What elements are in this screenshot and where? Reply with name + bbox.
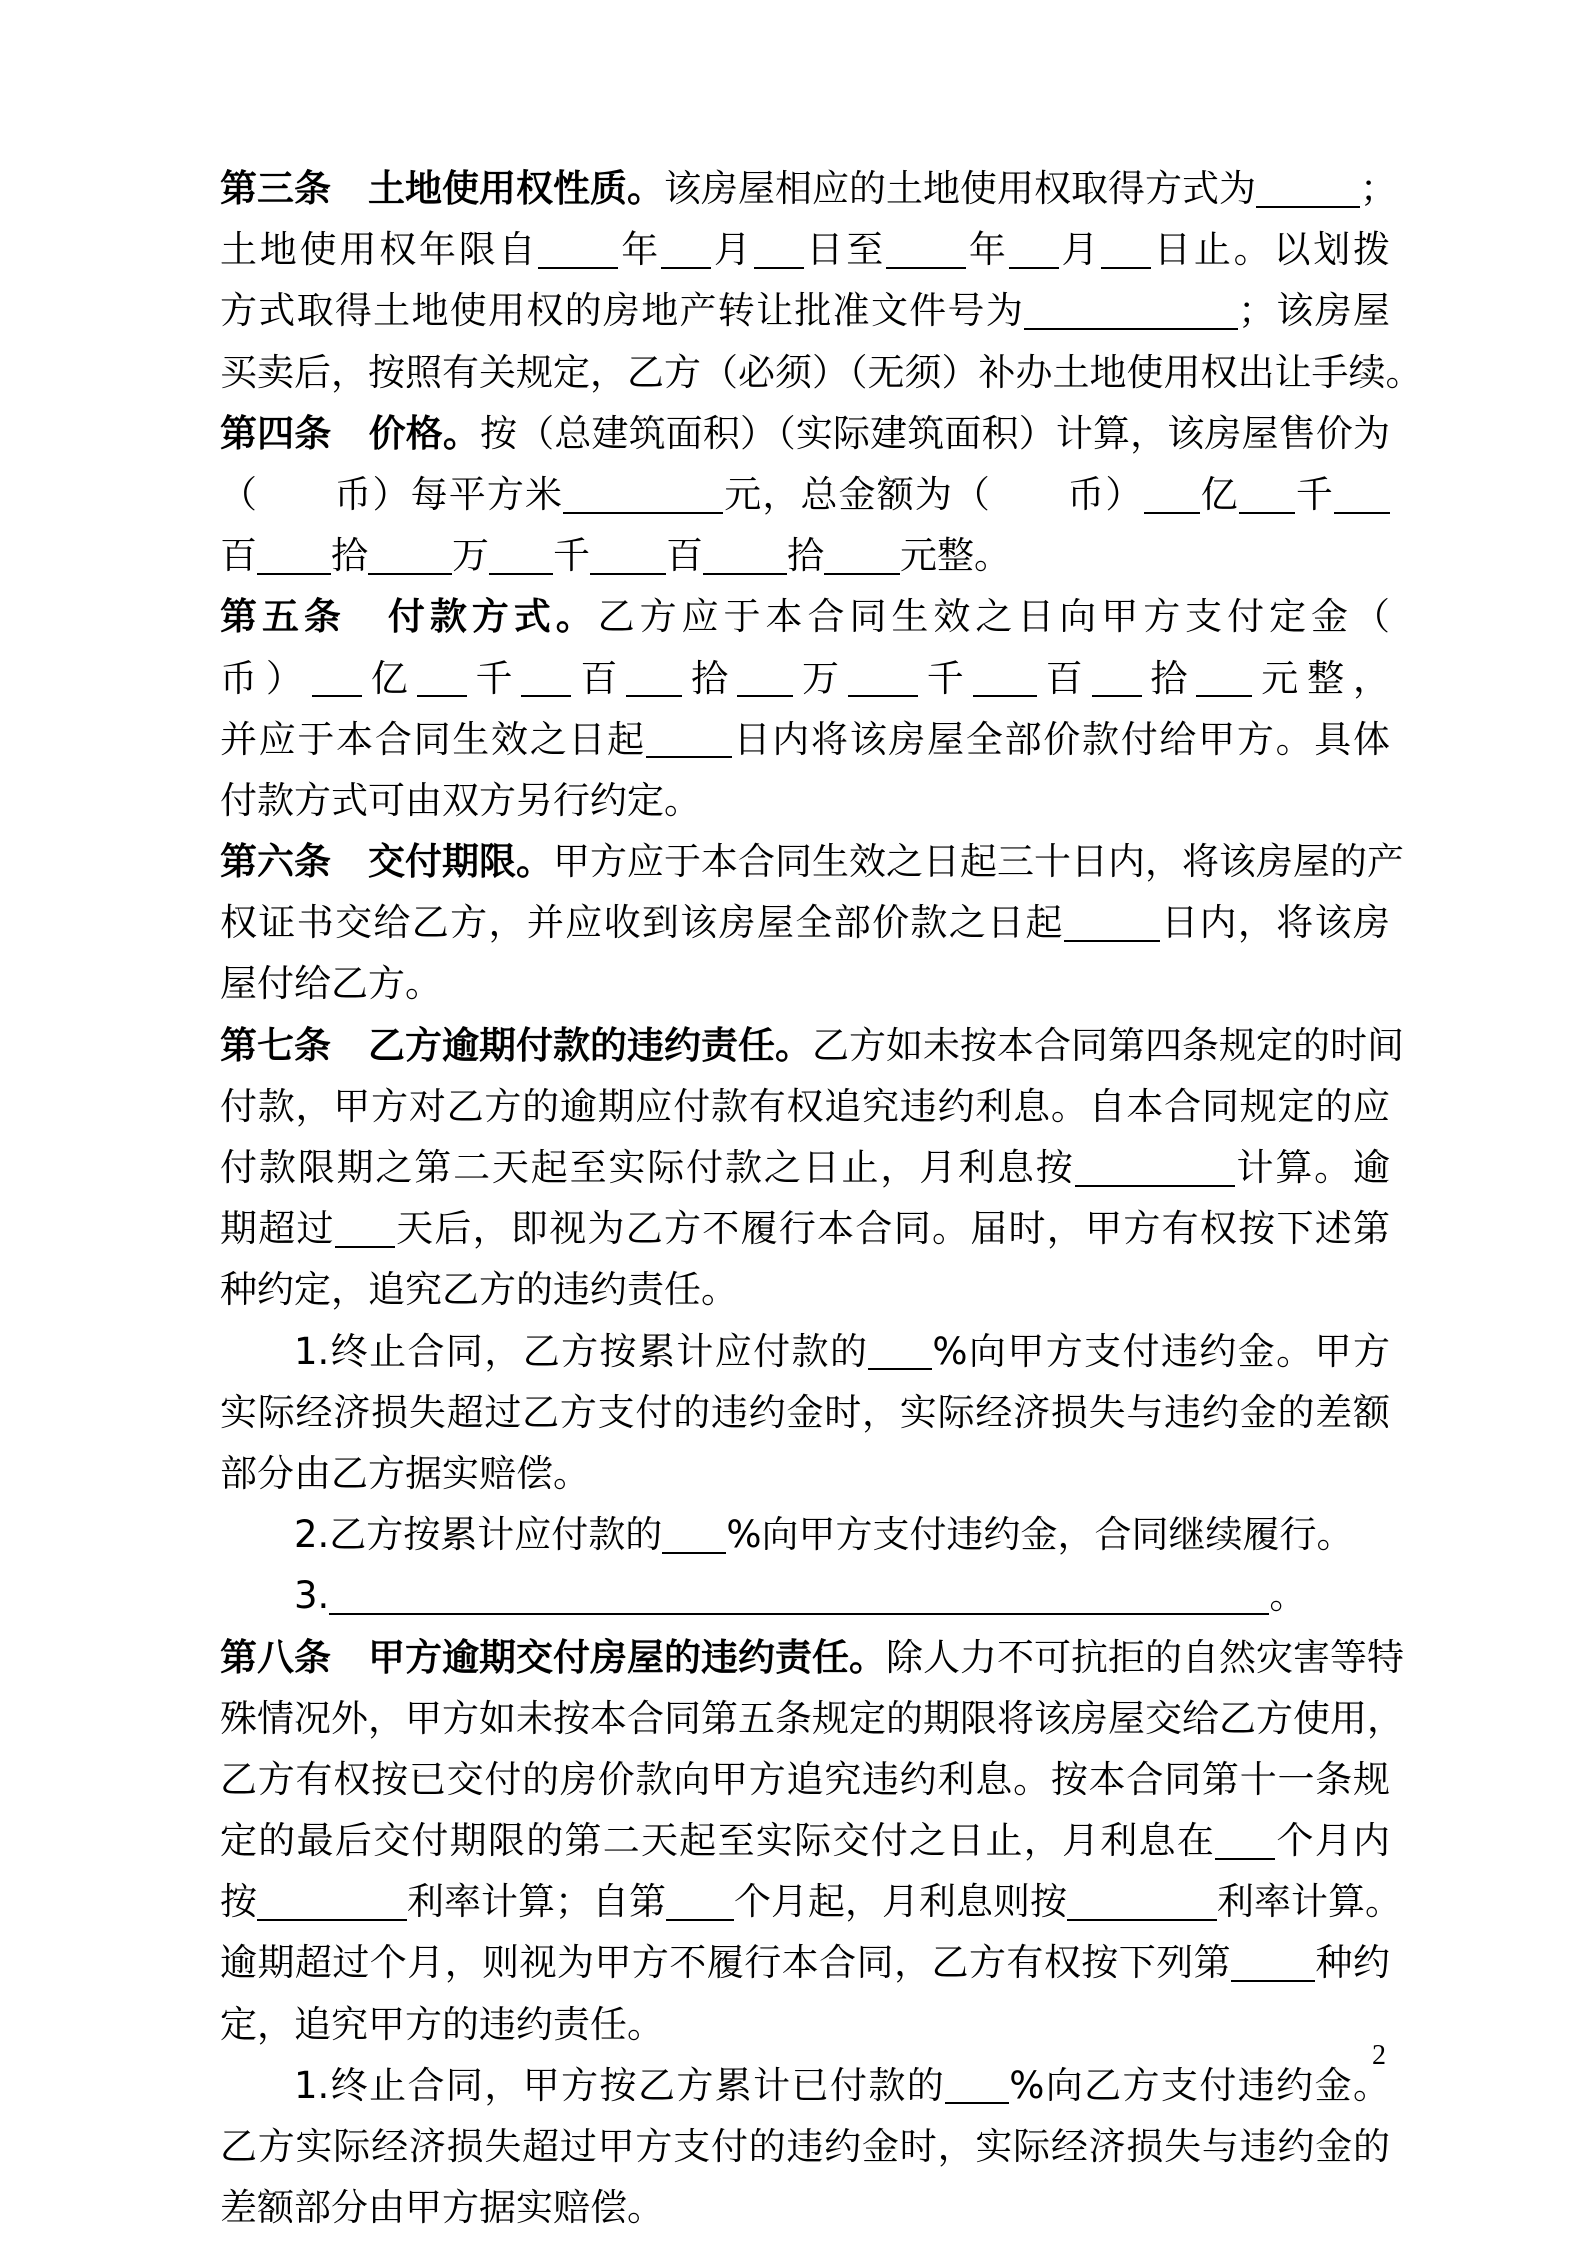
- text-segment: 种约: [1315, 1941, 1391, 1985]
- article-5-number: 第五条: [220, 595, 346, 639]
- article-6-title: 交付期限。: [331, 840, 553, 884]
- text-segment: %向甲方支付违约金，合同继续履行。: [726, 1513, 1354, 1557]
- text-segment: 乙方应于本合同生效之日向甲方支付定金（: [597, 595, 1391, 639]
- article-8-line-6: [220, 1932, 1390, 1993]
- article-8-number: 第八条: [220, 1635, 331, 1679]
- text-segment: ；该房屋: [1238, 289, 1390, 333]
- article-5-line-2: [220, 648, 1390, 709]
- article-7-line-2: [220, 1076, 1390, 1137]
- text-segment: 拾: [787, 534, 824, 578]
- text-segment: 土地使用权年限自: [220, 228, 539, 272]
- text-segment: 定的最后交付期限的第二天起至实际交付之日止，月利息在: [220, 1819, 1216, 1863]
- blank-total-qian-2: [590, 534, 666, 575]
- blank-monthly-interest-buyer: [1075, 1146, 1235, 1187]
- blank-penalty-percent-seller: [945, 2064, 1009, 2105]
- blank-total-bai-2: [257, 534, 331, 575]
- blank-total-bai-3: [703, 534, 787, 575]
- blank-deposit-shi-2: [1092, 656, 1142, 697]
- text-segment: 百: [1036, 656, 1092, 700]
- article-7-line-5: [220, 1259, 1390, 1320]
- text-segment: 乙方如未按本合同第四条规定的时间: [812, 1023, 1404, 1067]
- article-4-number: 第四条: [220, 411, 332, 455]
- text-segment: 屋付给乙方。: [220, 962, 442, 1006]
- blank-penalty-percent-2: [662, 1513, 726, 1554]
- article-7-line-3: [220, 1137, 1390, 1198]
- blank-deposit-yuan: [1196, 656, 1252, 697]
- text-segment: 万: [452, 534, 489, 578]
- blank-overdue-days-buyer: [335, 1207, 395, 1248]
- blank-land-acquisition-method: [1256, 167, 1360, 208]
- text-segment: 计算。逾: [1234, 1146, 1391, 1189]
- blank-total-yuan: [824, 534, 900, 575]
- text-segment: 按: [220, 1880, 257, 1924]
- blank-price-per-sqm: [563, 473, 723, 514]
- article-6-line-2: [220, 892, 1390, 953]
- blank-months: [1215, 1819, 1275, 1860]
- text-segment: 年: [966, 228, 1009, 272]
- text-segment: 元整。: [900, 534, 1011, 578]
- article-8-item-1-line-3: [220, 2177, 1390, 2238]
- text-segment: 币）: [220, 656, 312, 700]
- blank-option-number: [1231, 1941, 1315, 1982]
- article-6-line-3: [220, 953, 1390, 1014]
- article-5-line-3: [220, 709, 1390, 770]
- blank-interest-rate-1: [257, 1880, 407, 1921]
- article-4-line-1: [220, 403, 1390, 464]
- blank-deposit-bai: [521, 656, 571, 697]
- article-7-item-1-line-3: [220, 1443, 1390, 1504]
- blank-deposit-qian-2: [848, 656, 918, 697]
- article-8-line-2: [220, 1688, 1404, 1749]
- text-segment: 千: [553, 534, 590, 578]
- blank-payment-days: [646, 718, 732, 759]
- article-5-line-1: [220, 586, 1390, 647]
- text-segment: 实际经济损失超过乙方支付的违约金时，实际经济损失与违约金的差额: [220, 1390, 1390, 1434]
- blank-end-month: [1009, 228, 1059, 269]
- article-5-line-4: [220, 770, 1390, 831]
- article-6-line-1: [220, 831, 1404, 892]
- text-segment: 个月起，月利息则按: [734, 1880, 1067, 1924]
- text-segment: 定，追究甲方的违约责任。: [220, 2002, 664, 2046]
- article-3-line-2: [220, 219, 1390, 280]
- article-4-title: 价格。: [331, 411, 481, 455]
- article-7-title: 乙方逾期付款的违约责任。: [331, 1023, 812, 1067]
- blank-deposit-bai-2: [973, 656, 1037, 697]
- text-segment: 付款限期之第二天起至实际付款之日止，月利息按: [220, 1146, 1075, 1189]
- text-segment: 千: [1294, 472, 1335, 516]
- text-segment: 元，总金额为（ 币）: [723, 472, 1144, 516]
- blank-approval-document-number: [1024, 289, 1238, 330]
- blank-total-shi: [368, 534, 452, 575]
- text-segment: 甲方应于本合同生效之日起三十日内，将该房屋的产: [553, 840, 1404, 884]
- text-segment: 该房屋相应的土地使用权取得方式为: [664, 167, 1256, 210]
- article-8-line-5: [220, 1871, 1402, 1932]
- text-segment: 逾期超过个月，则视为甲方不履行本合同，乙方有权按下列第: [220, 1941, 1232, 1985]
- blank-other-agreement: [329, 1574, 1269, 1615]
- blank-penalty-percent-1: [868, 1329, 932, 1370]
- text-segment: 乙方有权按已交付的房价款向甲方追究违约利息。按本合同第十一条规: [220, 1757, 1390, 1801]
- text-segment: %向甲方支付违约金。甲方: [932, 1329, 1390, 1373]
- blank-deposit-yi: [312, 656, 362, 697]
- contract-body: [220, 158, 1423, 2238]
- text-segment: 万: [793, 656, 848, 700]
- blank-total-wan: [489, 534, 553, 575]
- text-segment: 个月内: [1275, 1819, 1390, 1863]
- text-segment: 日至: [803, 228, 887, 272]
- text-segment: 种约定，追究乙方的违约责任。: [220, 1268, 738, 1312]
- text-segment: 并应于本合同生效之日起: [220, 717, 646, 761]
- text-segment: ；: [1360, 167, 1397, 210]
- article-8-item-1-line-2: [220, 2116, 1390, 2177]
- article-7-item-1-line-1: [220, 1321, 1390, 1382]
- article-8-line-3: [220, 1749, 1390, 1810]
- article-3-number: 第三条: [220, 167, 331, 210]
- article-8-line-1: [220, 1627, 1404, 1688]
- article-5-title: 付款方式。: [345, 595, 598, 639]
- text-segment: 。: [1269, 1574, 1307, 1618]
- text-segment: 千: [466, 656, 522, 700]
- text-segment: 日止。以划拨: [1151, 228, 1391, 272]
- article-8-item-1-line-1: [220, 2055, 1390, 2116]
- article-3-line-1: [220, 158, 1397, 219]
- text-segment: 亿: [361, 656, 417, 700]
- article-3-title: 土地使用权性质。: [331, 167, 664, 210]
- text-segment: 2.乙方按累计应付款的: [294, 1513, 663, 1557]
- blank-total-bai: [1334, 473, 1390, 514]
- text-segment: 殊情况外，甲方如未按本合同第五条规定的期限将该房屋交给乙方使用，: [220, 1696, 1404, 1740]
- blank-deposit-qian: [417, 656, 467, 697]
- blank-interest-rate-2: [1067, 1880, 1217, 1921]
- text-segment: 日内将该房屋全部价款付给甲方。具体: [731, 717, 1391, 761]
- blank-deposit-wan: [737, 656, 793, 697]
- text-segment: 利率计算。: [1217, 1880, 1402, 1924]
- blank-deposit-shi: [626, 656, 682, 697]
- blank-start-month: [661, 228, 711, 269]
- text-segment: 月: [711, 228, 754, 272]
- text-segment: 月: [1058, 228, 1102, 272]
- text-segment: 百: [571, 656, 627, 700]
- article-4-line-3: [220, 525, 1390, 586]
- blank-total-qian: [1239, 473, 1295, 514]
- text-segment: 差额部分由甲方据实赔偿。: [220, 2186, 664, 2230]
- text-segment: 拾: [331, 534, 368, 578]
- text-segment: 除人力不可抗拒的自然灾害等特: [886, 1635, 1404, 1679]
- blank-start-year: [538, 228, 618, 269]
- text-segment: 部分由乙方据实赔偿。: [220, 1451, 590, 1495]
- blank-from-month: [666, 1880, 734, 1921]
- text-segment: 乙方实际经济损失超过甲方支付的违约金时，实际经济损失与违约金的: [220, 2125, 1390, 2168]
- article-7-number: 第七条: [220, 1023, 331, 1067]
- text-segment: 3.: [294, 1574, 330, 1618]
- text-segment: 买卖后，按照有关规定，乙方（必须）（无须）补办土地使用权出让手续。: [220, 350, 1423, 394]
- text-segment: （ 币）每平方米: [220, 472, 564, 516]
- text-segment: 百: [666, 534, 703, 578]
- article-3-line-3: [220, 280, 1390, 341]
- text-segment: 付款，甲方对乙方的逾期应付款有权追究违约利息。自本合同规定的应: [220, 1084, 1390, 1128]
- blank-end-day: [1101, 228, 1151, 269]
- text-segment: 年: [618, 228, 662, 272]
- article-8-line-7: [220, 1994, 1390, 2055]
- article-8-line-4: [220, 1810, 1390, 1871]
- text-segment: 利率计算；自第: [407, 1880, 666, 1924]
- blank-start-day: [754, 228, 804, 269]
- text-segment: 元整，: [1252, 656, 1391, 700]
- text-segment: 百: [220, 534, 257, 578]
- text-segment: 1.终止合同，乙方按累计应付款的: [294, 1329, 869, 1373]
- article-8-title: 甲方逾期交付房屋的违约责任。: [331, 1635, 886, 1679]
- text-segment: 天后，即视为乙方不履行本合同。届时，甲方有权按下述第: [394, 1207, 1390, 1251]
- text-segment: 方式取得土地使用权的房地产转让批准文件号为: [220, 289, 1025, 333]
- article-6-number: 第六条: [220, 840, 331, 884]
- article-7-line-4: [220, 1198, 1390, 1259]
- article-7-item-3: [220, 1565, 1390, 1626]
- article-7-line-1: [220, 1015, 1404, 1076]
- article-7-item-2: [220, 1504, 1390, 1565]
- text-segment: 拾: [682, 656, 738, 700]
- text-segment: 拾: [1141, 656, 1197, 700]
- article-4-line-2: [220, 464, 1390, 525]
- blank-delivery-days: [1064, 901, 1160, 942]
- page-number: 2: [1372, 2040, 1386, 2071]
- text-segment: 千: [917, 656, 973, 700]
- text-segment: 权证书交给乙方，并应收到该房屋全部价款之日起: [220, 901, 1064, 945]
- text-segment: 付款方式可由双方另行约定。: [220, 778, 701, 822]
- blank-total-yi: [1144, 473, 1200, 514]
- text-segment: 按（总建筑面积）（实际建筑面积）计算，该房屋售价为: [480, 411, 1391, 455]
- text-segment: 日内，将该房: [1159, 901, 1391, 945]
- text-segment: 期超过: [220, 1207, 335, 1251]
- blank-end-year: [886, 228, 966, 269]
- text-segment: %向乙方支付违约金。: [1009, 2063, 1390, 2107]
- article-3-line-4: [220, 342, 1423, 403]
- text-segment: 亿: [1199, 472, 1239, 516]
- article-7-item-1-line-2: [220, 1382, 1390, 1443]
- text-segment: 1.终止合同，甲方按乙方累计已付款的: [294, 2063, 946, 2107]
